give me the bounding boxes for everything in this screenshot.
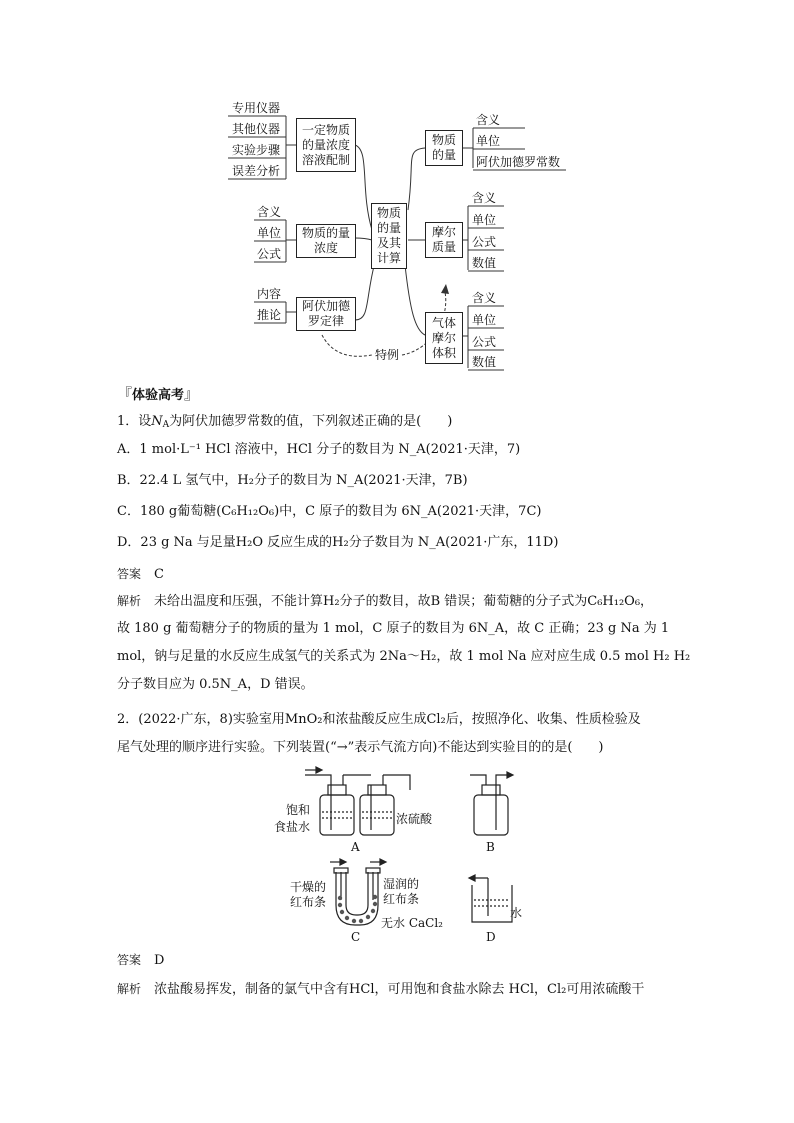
q2-analysis-label: 解析 (117, 982, 142, 996)
concentration-box: 物质的量 浓度 (296, 224, 356, 258)
right-mid-item-3: 公式 (472, 235, 497, 249)
left-mid-item-3: 公式 (256, 247, 281, 261)
solution-prep-box: 一定物质 的量浓度 溶液配制 (296, 118, 356, 172)
q1-analysis-label: 解析 (117, 594, 142, 608)
q1-answer-value: C (154, 567, 164, 582)
q1-option-c: C．180 g葡萄糖(C₆H₁₂O₆)中，C 原子的数目为 6N_A(2021·天津，7C) (117, 504, 542, 519)
right-mid-item-2: 单位 (472, 213, 497, 227)
right-bot-item-4: 数值 (472, 355, 497, 369)
q2-answer-value: D (154, 953, 165, 968)
q2-stem-line-1: 2．(2022·广东，8)实验室用MnO₂和浓盐酸反应生成Cl₂后，按照净化、收集、性质检验及 (117, 712, 641, 727)
left-top-item-3: 实验步骤 (231, 143, 280, 157)
apparatus-c-label-5: 无水 CaCl₂ (381, 916, 443, 930)
amount-of-substance-box: 物质 的量 (425, 130, 463, 166)
q1-answer-label: 答案 (117, 567, 142, 581)
q1-analysis-line-4: 分子数目应为 0.5N_A，D 错误。 (117, 677, 314, 692)
q1-option-a: A．1 mol·L⁻¹ HCl 溶液中，HCl 分子的数目为 N_A(2021·天津，7) (117, 442, 521, 457)
q2-stem-line-2: 尾气处理的顺序进行实验。下列装置(“→”表示气流方向)不能达到实验目的的是( ) (117, 740, 604, 755)
q1-stem: 1．设$N_A$为阿伏加德罗常数的值，下列叙述正确的是( ) (117, 414, 453, 430)
apparatus-a-label-2: 食盐水 (274, 820, 311, 834)
q1-analysis-line-3: mol，钠与足量的水反应生成氢气的关系式为 2Na～H₂，故 1 mol Na 应对应生成 0.5 mol H₂ H₂ (117, 649, 691, 664)
q2-analysis-text-1: 浓盐酸易挥发，制备的氯气中含有HCl，可用饱和食盐水除去 HCl，Cl₂可用浓硫酸干 (154, 982, 645, 997)
left-mid-item-2: 单位 (256, 226, 281, 240)
left-top-item-2: 其他仪器 (231, 122, 280, 136)
apparatus-d-tag: D (486, 930, 496, 944)
right-mid-item-4: 数值 (472, 256, 497, 270)
apparatus-c-label-4: 红布条 (383, 892, 420, 906)
special-case-label: 特例 (375, 348, 400, 362)
close-bracket: 』 (184, 385, 200, 403)
apparatus-c-label-3: 湿润的 (383, 877, 420, 891)
right-bot-item-3: 公式 (472, 335, 497, 349)
right-bot-item-2: 单位 (472, 313, 497, 327)
left-mid-item-1: 含义 (256, 205, 281, 219)
left-bot-item-2: 推论 (256, 308, 281, 322)
apparatus-a-label-3: 浓硫酸 (396, 812, 433, 826)
q1-analysis-text-1: 未给出温度和压强，不能计算H₂分子的数目，故B 错误；葡萄糖的分子式为C₆H₁₂O₆， (154, 594, 654, 609)
open-bracket: 『 (117, 385, 133, 403)
q1-option-b: B．22.4 L 氢气中，H₂分子的数目为 N_A(2021·天津，7B) (117, 473, 468, 488)
section-title: 体验高考 (132, 388, 185, 403)
molar-volume-box: 气体 摩尔 体积 (425, 312, 463, 364)
apparatus-c-tag: C (351, 930, 361, 944)
apparatus-a-label-1: 饱和 (286, 803, 311, 817)
apparatus-d-label: 水 (510, 906, 523, 920)
q1-stem-prefix: 1．设 (117, 414, 152, 429)
q2-answer-label: 答案 (117, 953, 142, 967)
apparatus-a-tag: A (351, 840, 360, 854)
q2-analysis-line-1 (117, 980, 682, 999)
left-top-item-1: 专用仪器 (231, 101, 280, 115)
q1-analysis-line-2: 故 180 g 葡萄糖分子的物质的量为 1 mol，C 原子的数目为 6N_A，故 C 正确；23 g Na 为 1 (117, 621, 670, 636)
q1-stem-text: 为阿伏加德罗常数的值，下列叙述正确的是( ) (169, 414, 453, 429)
apparatus-c-label-2: 红布条 (290, 895, 327, 909)
q1-option-d: D．23 g Na 与足量H₂O 反应生成的H₂分子数目为 N_A(2021·广东，11D) (117, 535, 559, 550)
left-bot-item-1: 内容 (256, 287, 281, 301)
right-top-item-2: 单位 (476, 134, 501, 148)
q2-answer (117, 951, 682, 970)
right-top-item-3: 阿伏加德罗常数 (476, 155, 561, 169)
right-top-item-1: 含义 (476, 113, 501, 127)
right-bot-item-1: 含义 (472, 291, 497, 305)
avogadro-law-box: 阿伏加德 罗定律 (296, 297, 356, 331)
right-mid-item-1: 含义 (472, 191, 497, 205)
molar-mass-box: 摩尔 质量 (425, 222, 463, 258)
apparatus-b-tag: B (486, 840, 495, 854)
apparatus-c-label-1: 干燥的 (290, 880, 327, 894)
left-top-item-4: 误差分析 (231, 164, 280, 178)
center-box: 物质 的量 及其 计算 (371, 203, 407, 269)
